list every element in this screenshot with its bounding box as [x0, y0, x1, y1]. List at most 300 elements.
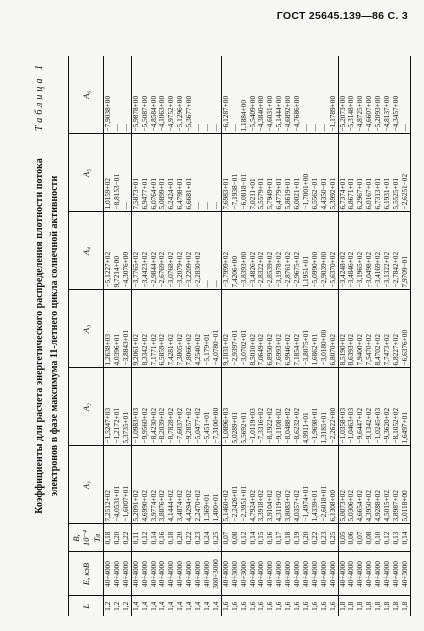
table-cell: 0,20: [113, 524, 122, 552]
table-cell: 40÷4000: [392, 552, 401, 596]
table-cell: −3,7999+02: [221, 212, 230, 290]
table-cell: 6,7374+01: [338, 134, 347, 212]
table-cell: −3,8075+01: [302, 290, 311, 368]
table-cell: −9,3620+02: [383, 368, 392, 446]
table-cell: 1,8: [382, 601, 392, 611]
table-cell: 6,8950+02: [266, 290, 275, 368]
table-cell: 0,05: [338, 524, 347, 552]
table-cell: −2,3951+01: [240, 446, 249, 524]
table-cell: 3,9774+02: [150, 446, 159, 524]
table-cell: −5,3677+00: [185, 56, 194, 134]
table-cell: 1,400+01: [212, 446, 221, 524]
table-cell: −8,1052+02: [392, 368, 401, 446]
table-cell: −9,1108+02: [275, 368, 284, 446]
table-cell: 4,9288+02: [374, 446, 383, 524]
table-cell: 5,7949+01: [266, 134, 275, 212]
table-cell: 0,07: [356, 524, 365, 552]
table-cell: −2,6251−02: [401, 134, 410, 212]
table-cell: −7,9038+00: [104, 56, 113, 134]
table-cell: 1,4: [210, 601, 220, 611]
table-cell: 40÷4000: [249, 552, 258, 596]
table-cell: 6,2967+01: [356, 134, 365, 212]
col-header-e: E, кэВ: [69, 552, 104, 596]
table-cell: 6,1308+00: [329, 446, 338, 524]
table-cell: 1,6862+01: [311, 290, 320, 368]
table-cell: 7,5873+01: [131, 134, 140, 212]
table-cell: 1,4: [193, 601, 203, 611]
table-cell: −5,5409+00: [249, 56, 258, 134]
table-cell: 40÷3000: [401, 552, 410, 596]
table-cell: 6,5859+02: [158, 290, 167, 368]
table-cell: 7,1771+02: [150, 290, 159, 368]
table-cell: 7,4281+02: [167, 290, 176, 368]
table-cell: 7,0211+01: [249, 134, 258, 212]
table-cell: 5,0306+02: [347, 446, 356, 524]
table-cell: 1,8: [355, 601, 365, 611]
table-cell: −9,2857+02: [185, 368, 194, 446]
table-cell: 4,3119+02: [275, 446, 284, 524]
table-cell: 3,4874+02: [176, 446, 185, 524]
table-cell: 1,6: [318, 601, 328, 611]
table-cell: 40÷4000: [150, 552, 159, 596]
table-cell: —: [122, 56, 131, 134]
table-cell: —: [320, 56, 329, 134]
table-cell: −2,2426+01: [231, 446, 240, 524]
table-cell: 40÷4000: [141, 552, 150, 596]
table-cell: 0,18: [284, 524, 293, 552]
table-cell: −2,9397+01: [231, 290, 240, 368]
table-cell: 40÷4000: [185, 552, 194, 596]
table-cell: −4,8725+00: [356, 56, 365, 134]
table-cell: 0,15: [257, 524, 266, 552]
table-cell: 0,23: [194, 524, 203, 552]
table-cell: −3,8843+01: [122, 290, 131, 368]
table-cell: 5,1460+02: [221, 446, 230, 524]
table-cell: −6,0818−01: [240, 134, 249, 212]
table-cell: 40÷4000: [383, 552, 392, 596]
table-cell: −3,0180+00: [320, 290, 329, 368]
table-cell: −3,4826+02: [249, 212, 258, 290]
table-body: [104, 56, 411, 616]
table-row: [329, 56, 338, 616]
table-cell: —: [203, 134, 212, 212]
table-cell: 0,25: [329, 524, 338, 552]
table-cell: 1,4339+01: [311, 446, 320, 524]
table-cell: 1,8: [364, 601, 374, 611]
table-cell: 1,1951+01: [302, 212, 311, 290]
table-cell: 7,5470+02: [365, 290, 374, 368]
table-cell: 1,2: [120, 601, 130, 611]
table-cell: 1,6: [300, 601, 310, 611]
table-cell: −1,1789+00: [329, 56, 338, 134]
coefficients-table: [68, 56, 411, 616]
table-cell: 1,4: [148, 601, 158, 611]
table-cell: 8,6393+02: [347, 290, 356, 368]
table-cell: 40÷4000: [113, 552, 122, 596]
table-label: Таблица 1: [34, 62, 45, 131]
table-cell: 6,6681+01: [185, 134, 194, 212]
table-cell: —: [311, 56, 320, 134]
table-cell: −5,2093+00: [374, 56, 383, 134]
table-cell: −2,6769+02: [158, 212, 167, 290]
page-header: ГОСТ 25645.139—86 С. 3: [276, 10, 408, 22]
table-cell: 4,1444+02: [167, 446, 176, 524]
table-cell: −8,0488+02: [284, 368, 293, 446]
table-cell: −8,7828+02: [167, 368, 176, 446]
table-cell: −5,1296+00: [176, 56, 185, 134]
table-cell: 1,6: [309, 601, 319, 611]
table-cell: 9,2061+02: [131, 290, 140, 368]
table-cell: —: [122, 134, 131, 212]
table-cell: −4,6031+00: [266, 56, 275, 134]
table-cell: 40÷4000: [374, 552, 383, 596]
table-cell: 1,2: [103, 601, 112, 611]
table-cell: −5,2073+00: [338, 56, 347, 134]
table-cell: 5,5579+01: [257, 134, 266, 212]
table-cell: 5,2091+02: [131, 446, 140, 524]
table-cell: 3,3918+02: [257, 446, 266, 524]
col-header-a6: A₆: [69, 56, 104, 134]
table-cell: 40÷4000: [275, 552, 284, 596]
table-header-row: [69, 56, 104, 616]
table-cell: 5,0899+01: [158, 134, 167, 212]
table-cell: 5,5525+01: [392, 134, 401, 212]
table-cell: −4,1063+00: [158, 56, 167, 134]
table-title-line-2: электронов в фазе максимума 11-летнего цикла солнечной активности: [49, 175, 60, 497]
col-header-a1: A₁: [69, 446, 104, 524]
table-cell: −1,2172+01: [113, 368, 122, 446]
table-cell: 4,6654+02: [356, 446, 365, 524]
table-cell: −4,3457+00: [392, 56, 401, 134]
table-cell: −4,3840+00: [257, 56, 266, 134]
col-header-a5: A₅: [69, 134, 104, 212]
table-cell: 5,3992+01: [329, 134, 338, 212]
table-cell: −8,1922+02: [266, 368, 275, 446]
table-cell: −1,0896+03: [221, 368, 230, 446]
table-cell: —: [113, 56, 122, 134]
col-header-b: B, 10⁻⁴ Тл: [69, 524, 104, 552]
table-cell: 40÷4000: [176, 552, 185, 596]
table-cell: 4,7924+02: [249, 446, 258, 524]
table-cell: −2,8322+02: [257, 212, 266, 290]
table-cell: 0,11: [131, 524, 140, 552]
rotated-table-block: [24, 56, 409, 616]
table-cell: 1,6: [229, 601, 239, 611]
table-cell: 1,4: [201, 601, 211, 611]
table-cell: 0,24: [203, 524, 212, 552]
table-cell: 40÷4000: [365, 552, 374, 596]
table-cell: −4,8137+00: [383, 56, 392, 134]
table-cell: −1,4974+01: [302, 446, 311, 524]
table-cell: 0,20: [302, 524, 311, 552]
table-cell: 8,4702+02: [374, 290, 383, 368]
table-cell: —: [203, 56, 212, 134]
table-cell: 5,0118+00: [401, 446, 410, 524]
table-cell: −3,7765+02: [131, 212, 140, 290]
table-cell: −8,6232+02: [293, 368, 302, 446]
table-cell: −7,3100+00: [212, 368, 221, 446]
table-cell: −5,0990+00: [311, 212, 320, 290]
table-cell: −3,1965+02: [356, 212, 365, 290]
table-cell: −2,6018+01: [320, 446, 329, 524]
table-cell: 40÷4000: [104, 552, 113, 596]
table-cell: 6,4779+01: [275, 134, 284, 212]
table-cell: 7,6983+01: [221, 134, 230, 212]
table-cell: 6,8070+02: [329, 290, 338, 368]
table-cell: —: [212, 212, 221, 290]
table-cell: 40÷4000: [266, 552, 275, 596]
table-cell: 40÷4000: [338, 552, 347, 596]
table-cell: −5,1227+02: [104, 212, 113, 290]
table-cell: −8,8153−01: [113, 134, 122, 212]
table-cell: —: [212, 56, 221, 134]
table-cell: 8,5010+02: [249, 290, 258, 368]
table-cell: 4,4294+02: [185, 446, 194, 524]
table-cell: −3,4423+02: [141, 212, 150, 290]
table-cell: −7,3316+02: [257, 368, 266, 446]
table-cell: 4,6990+02: [141, 446, 150, 524]
table-cell: 6,0764+01: [150, 134, 159, 212]
table-cell: −5,9878+00: [131, 56, 140, 134]
table-cell: 0,13: [392, 524, 401, 552]
table-cell: −7,1938−01: [231, 134, 240, 212]
table-cell: 6,8671+01: [347, 134, 356, 212]
table-cell: 1,8: [391, 601, 400, 611]
table-cell: 7,6993+02: [275, 290, 284, 368]
table-cell: −5,6370+02: [329, 212, 338, 290]
table-cell: 40÷4000: [257, 552, 266, 596]
table-cell: −1,7001+00: [302, 134, 311, 212]
table-cell: −5,0477+02: [194, 368, 203, 446]
table-cell: 1,8: [373, 601, 383, 611]
table-row: [401, 56, 410, 616]
table-cell: 6,9477+01: [141, 134, 150, 212]
table-cell: 1,4: [175, 601, 185, 611]
table-cell: —: [401, 56, 410, 134]
table-cell: −3,0702+01: [240, 290, 249, 368]
table-cell: —: [194, 56, 203, 134]
table-cell: −4,0780−01: [212, 290, 221, 368]
table-cell: −2,8761+02: [284, 212, 293, 290]
table-cell: 40÷3000: [240, 552, 249, 596]
table-cell: 0,07: [221, 524, 230, 552]
table-cell: 1,6: [283, 601, 293, 611]
table-cell: 6,0167+01: [365, 134, 374, 212]
table-cell: 1,2638+03: [104, 290, 113, 368]
table-cell: 1,6: [265, 601, 275, 611]
table-cell: −2,8539+02: [266, 212, 275, 290]
table-cell: —: [302, 56, 311, 134]
table-cell: −3,2209+02: [185, 212, 194, 290]
table-cell: 1,4: [131, 596, 140, 616]
table-cell: 40÷4000: [329, 552, 338, 596]
table-cell: 6,4798+01: [176, 134, 185, 212]
table-title-line-1: Коэффициенты для расчета энергетического распределения плотности потока: [34, 158, 45, 514]
table-cell: 1,1884+00: [240, 56, 249, 134]
table-cell: −3,0498+02: [365, 212, 374, 290]
table-cell: −3,2079+02: [176, 212, 185, 290]
table-cell: 1,6: [327, 601, 337, 611]
table-cell: 5,3735+01: [122, 368, 131, 446]
table-cell: −6,6376+00: [401, 290, 410, 368]
table-cell: 40÷4000: [311, 552, 320, 596]
table-cell: 0,17: [275, 524, 284, 552]
table-cell: 1,6: [274, 601, 284, 611]
table-cell: 4,2540+02: [194, 290, 203, 368]
table-cell: 300÷3000: [212, 552, 221, 596]
table-cell: −1,0245+03: [374, 368, 383, 446]
table-cell: 1,6: [292, 601, 302, 611]
table-cell: 0,18: [167, 524, 176, 552]
table-cell: 1,6: [247, 601, 257, 611]
table-cell: 4,9911+01: [302, 368, 311, 446]
table-cell: 5,5692+01: [240, 368, 249, 446]
table-cell: 40÷4000: [293, 552, 302, 596]
table-cell: 0,19: [293, 524, 302, 552]
table-title: [32, 56, 62, 616]
table-cell: 3,8083+02: [284, 446, 293, 524]
table-cell: 1,4: [166, 601, 176, 611]
table-cell: 1,6497+01: [401, 368, 410, 446]
table-cell: −1,0119+03: [249, 368, 258, 446]
table-cell: 0,12: [240, 524, 249, 552]
table-cell: −2,7842+02: [392, 212, 401, 290]
table-cell: 40÷3000: [231, 552, 240, 596]
table-cell: 0,08: [365, 524, 374, 552]
table-cell: 0,22: [185, 524, 194, 552]
table-cell: −1,9698+01: [311, 368, 320, 446]
table-cell: 3,8876+02: [158, 446, 167, 524]
table-cell: 1,6: [256, 601, 266, 611]
table-cell: 40÷4000: [221, 552, 230, 596]
table-cell: 40÷4000: [320, 552, 329, 596]
table-cell: 4,5015+02: [383, 446, 392, 524]
table-cell: −9,6447+02: [356, 368, 365, 446]
table-cell: 0,20: [176, 524, 185, 552]
table-cell: 0,14: [249, 524, 258, 552]
table-cell: 1,4: [157, 601, 167, 611]
table-cell: 1,8: [338, 596, 347, 616]
table-cell: 7,3805+02: [176, 290, 185, 368]
table-cell: 7,7473+02: [383, 290, 392, 368]
table-cell: −4,6892+00: [284, 56, 293, 134]
table-cell: 6,9946+02: [284, 290, 293, 368]
table-cell: 40÷4000: [158, 552, 167, 596]
table-cell: −2,9675+02: [293, 212, 302, 290]
table-cell: 2,2470+02: [194, 446, 203, 524]
table-cell: 9,7214+00: [113, 212, 122, 290]
table-cell: −1,5247+03: [104, 368, 113, 446]
col-header-a2: A₂: [69, 368, 104, 446]
table-cell: 0,25: [212, 524, 221, 552]
table-cell: 1,3185+01: [320, 368, 329, 446]
table-cell: −3,0768+02: [167, 212, 176, 290]
table-cell: 0,14: [401, 524, 410, 552]
table-cell: −5,3148+00: [347, 56, 356, 134]
table-cell: 4,0396+01: [113, 290, 122, 368]
table-cell: 40÷4000: [347, 552, 356, 596]
table-cell: −2,2622+00: [329, 368, 338, 446]
table-cell: —: [194, 134, 203, 212]
table-cell: −4,3076+00: [122, 212, 131, 290]
table-cell: 6,1931+01: [383, 134, 392, 212]
table-cell: −3,4248+02: [338, 212, 347, 290]
table-cell: 7,2512+02: [104, 446, 113, 524]
table-cell: −1,0463+03: [347, 368, 356, 446]
table-cell: 3,8987+02: [392, 446, 401, 524]
table-cell: 6,8227+02: [392, 290, 401, 368]
table-cell: 7,4206+00: [231, 212, 240, 290]
table-cell: 5,0073+02: [338, 446, 347, 524]
table-cell: 0,06: [347, 524, 356, 552]
table-cell: −9,1342+02: [365, 368, 374, 446]
table-cell: −3,4169+02: [374, 212, 383, 290]
table-cell: —: [203, 212, 212, 290]
table-cell: 40÷4000: [302, 552, 311, 596]
table-row: [122, 56, 131, 616]
table-cell: 5,8619+01: [284, 134, 293, 212]
table-cell: 1,8: [346, 601, 356, 611]
table-cell: 1,369+01: [203, 446, 212, 524]
table-cell: −1,0983+03: [131, 368, 140, 446]
table-cell: −3,1978+02: [275, 212, 284, 290]
table-cell: 3,9104+02: [266, 446, 275, 524]
table-cell: 40÷4000: [356, 552, 365, 596]
table-cell: −2,9844+02: [150, 212, 159, 290]
col-header-a3: A₃: [69, 290, 104, 368]
table-cell: −2,9039+00: [320, 212, 329, 290]
table-cell: 1,6: [221, 596, 230, 616]
table-cell: −3,8393+00: [240, 212, 249, 290]
table-cell: 0,22: [122, 524, 131, 552]
table-cell: 7,1854+02: [293, 290, 302, 368]
table-cell: −5,1444+00: [275, 56, 284, 134]
table-cell: —: [231, 56, 240, 134]
table-cell: 9,1031+02: [221, 290, 230, 368]
table-cell: 4,0357+02: [293, 446, 302, 524]
table-cell: 7,9400+02: [356, 290, 365, 368]
table-cell: −1,6007+01: [122, 446, 131, 524]
table-cell: 40÷4000: [122, 552, 131, 596]
table-cell: 1,8: [401, 596, 410, 616]
table-cell: −5,451+01: [203, 368, 212, 446]
table-cell: −8,2039+02: [158, 368, 167, 446]
table-cell: −4,8584+00: [150, 56, 159, 134]
table-cell: 0,12: [383, 524, 392, 552]
col-header-l: L: [69, 596, 104, 616]
table-cell: −5,179+01: [203, 290, 212, 368]
table-cell: 0,10: [374, 524, 383, 552]
table-cell: −1,0358+03: [338, 368, 347, 446]
table-cell: −4,9752+00: [167, 56, 176, 134]
table-cell: 7,9709−01: [401, 212, 410, 290]
table-cell: 1,0159+02: [104, 134, 113, 212]
table-cell: 0,16: [158, 524, 167, 552]
table-cell: 4,4350−01: [320, 134, 329, 212]
table-cell: −3,4846+02: [347, 212, 356, 290]
table-cell: 0,16: [266, 524, 275, 552]
table-cell: 1,4: [139, 601, 149, 611]
table-cell: −9,9560+02: [141, 368, 150, 446]
col-header-a4: A₄: [69, 212, 104, 290]
table-cell: 0,23: [320, 524, 329, 552]
table-cell: −4,0531+01: [113, 446, 122, 524]
table-cell: 40÷4000: [167, 552, 176, 596]
table-cell: 6,2424+01: [167, 134, 176, 212]
table-cell: −7,6037+02: [176, 368, 185, 446]
table-cell: 0,08: [231, 524, 240, 552]
table-cell: 4,3950+02: [365, 446, 374, 524]
